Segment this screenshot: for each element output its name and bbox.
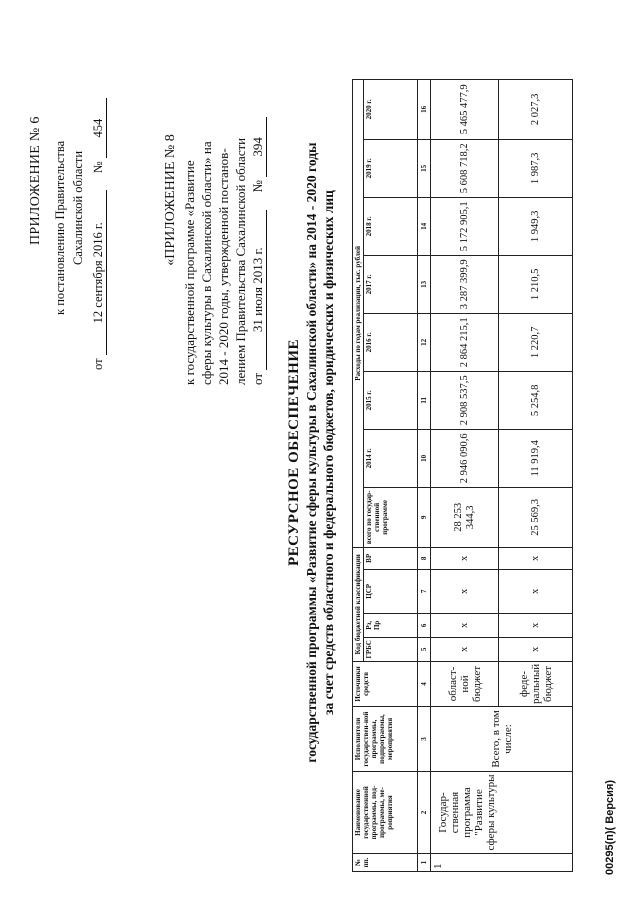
document-version-stamp: 00295(п)( Версия) <box>604 779 616 875</box>
row-vr: х <box>431 547 499 569</box>
header-2018: 2018 г. <box>364 197 418 255</box>
appendix-no-label: № <box>91 161 105 174</box>
col-number: 14 <box>418 197 431 255</box>
appendix-old-line-4: лением Правительства Сахалинской области <box>233 137 248 385</box>
row-executor: Всего, в том числе: <box>431 707 573 772</box>
row-2015: 5 254,8 <box>499 371 573 429</box>
appendix-old-date-line <box>249 15 267 385</box>
row-rzpr: х <box>499 613 573 637</box>
header-2014: 2014 г. <box>364 429 418 487</box>
heading-subtitle-2: за счет средств областного и федерального бюджетов, юридических и физических лиц <box>321 190 336 715</box>
row-total: 28 253 344,3 <box>431 487 499 547</box>
row-num: 1 <box>431 854 573 872</box>
row-2016: 1 220,7 <box>499 313 573 371</box>
col-number: 6 <box>418 613 431 637</box>
row-program-name: Государ-ственная программа "Развитие сферы культуры <box>431 772 573 854</box>
col-number: 8 <box>418 547 431 569</box>
row-vr: х <box>499 547 573 569</box>
col-number: 7 <box>418 569 431 613</box>
header-grbs: ГРБС <box>364 637 418 661</box>
appendix-date-line <box>90 10 107 370</box>
row-2014: 2 946 090,6 <box>431 429 499 487</box>
header-group-costs: Расходы по годам реализации, тыс. рублей <box>353 79 364 547</box>
header-2015: 2015 г. <box>364 371 418 429</box>
appendix-date: 12 сентября 2016 г. <box>90 190 107 355</box>
row-grbs: х <box>499 637 573 661</box>
header-sources: Источники средств <box>353 661 418 706</box>
appendix-old-line-1: к государственной программе «Развитие <box>182 160 197 385</box>
table-row <box>431 79 499 871</box>
row-source: феде-ральный бюджет <box>499 661 573 706</box>
appendix-line-2: Сахалинской области <box>71 150 85 265</box>
row-csr: х <box>431 569 499 613</box>
appendix-old-line-3: 2014 - 2020 годы, утвержденной постанов- <box>216 148 231 385</box>
row-csr: х <box>499 569 573 613</box>
header-rzpr: Рз, Пр <box>364 613 418 637</box>
row-2017: 3 287 399,9 <box>431 255 499 313</box>
appendix-old-title: «ПРИЛОЖЕНИЕ № 8 <box>163 134 178 266</box>
col-number: 16 <box>418 79 431 139</box>
header-num: № пп. <box>353 854 418 872</box>
row-2014: 11 919,4 <box>499 429 573 487</box>
row-total: 25 569,3 <box>499 487 573 547</box>
appendix-old-line-2: сферы культуры в Сахалинской области» на <box>199 141 214 385</box>
resource-table <box>352 79 573 872</box>
header-2020: 2020 г. <box>364 79 418 139</box>
col-number: 15 <box>418 139 431 197</box>
appendix-old-no-label: № <box>250 180 265 193</box>
header-2017: 2017 г. <box>364 255 418 313</box>
row-2019: 1 987,3 <box>499 139 573 197</box>
appendix-old-date: 31 июля 2013 г. <box>249 210 267 370</box>
header-vr: ВР <box>364 547 418 569</box>
col-number: 4 <box>418 661 431 706</box>
appendix-from-label: от <box>91 358 105 370</box>
header-2019: 2019 г. <box>364 139 418 197</box>
row-grbs: х <box>431 637 499 661</box>
header-name: Наименование государственной программы, под-программы, ме-роприятия <box>353 772 418 854</box>
appendix-old-from-label: от <box>250 372 265 385</box>
col-number: 1 <box>418 854 431 872</box>
col-number: 10 <box>418 429 431 487</box>
column-number-row <box>418 79 431 871</box>
row-2019: 5 608 718,2 <box>431 139 499 197</box>
col-number: 5 <box>418 637 431 661</box>
row-rzpr: х <box>431 613 499 637</box>
col-number: 12 <box>418 313 431 371</box>
col-number: 11 <box>418 371 431 429</box>
col-number: 9 <box>418 487 431 547</box>
row-2016: 2 864 215,1 <box>431 313 499 371</box>
row-2018: 1 949,3 <box>499 197 573 255</box>
col-number: 13 <box>418 255 431 313</box>
col-number: 3 <box>418 707 431 772</box>
header-executor: Исполнители государствен-ной программы, подпрограммы, мероприятия <box>353 707 418 772</box>
row-2015: 2 908 537,5 <box>431 371 499 429</box>
appendix-old-number: 394 <box>249 117 267 177</box>
appendix-title: ПРИЛОЖЕНИЕ № 6 <box>28 116 43 245</box>
appendix-line-1: к постановлению Правительства <box>53 140 67 315</box>
header-csr: ЦСР <box>364 569 418 613</box>
header-group-codes: Код бюджетной классификации <box>353 547 364 661</box>
header-2016: 2016 г. <box>364 313 418 371</box>
heading-title: РЕСУРСНОЕ ОБЕСПЕЧЕНИЕ <box>286 338 302 567</box>
row-source: област-ной бюджет <box>431 661 499 706</box>
heading-subtitle-1: государственной программы «Развитие сферы культуры в Сахалинской области» на 2014 - 2020 годы <box>304 142 319 763</box>
row-2017: 1 210,5 <box>499 255 573 313</box>
appendix-old-block <box>162 15 267 385</box>
col-number: 2 <box>418 772 431 854</box>
row-2020: 2 027,3 <box>499 79 573 139</box>
row-2020: 5 465 477,9 <box>431 79 499 139</box>
header-total: всего по государ-ственной программе <box>364 487 418 547</box>
row-2018: 5 172 905,1 <box>431 197 499 255</box>
appendix-number: 454 <box>90 98 107 158</box>
